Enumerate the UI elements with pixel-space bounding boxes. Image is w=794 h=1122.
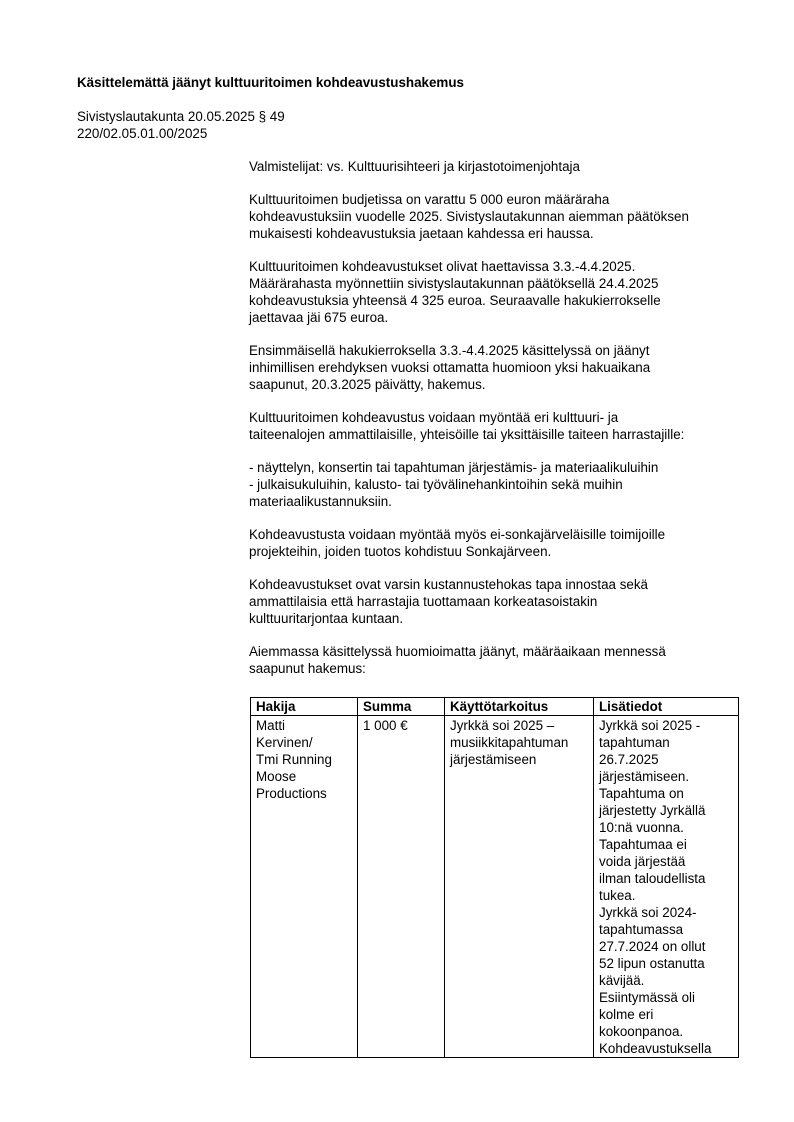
- record-number: 220/02.05.01.00/2025: [77, 126, 208, 141]
- column-header-lisatiedot: Lisätiedot: [594, 698, 739, 716]
- meeting-info: [77, 108, 285, 142]
- cell-summa: [358, 716, 445, 1058]
- paragraph-line: - näyttelyn, konsertin tai tapahtuman järjestämis- ja materiaalikuluihin: [249, 460, 659, 475]
- cell-line: 52 lipun ostanutta: [599, 956, 705, 971]
- paragraph-line: projekteihin, joiden tuotos kohdistuu Sonkajärveen.: [249, 544, 552, 559]
- paragraph-line: - julkaisukuluihin, kalusto- tai työvälinehankintoihin sekä muihin: [249, 477, 623, 492]
- cell-line: Jyrkkä soi 2025 –: [450, 718, 555, 733]
- paragraph-line: kohdeavustuksiin vuodelle 2025. Sivistyslautakunnan aiemman päätöksen: [249, 209, 689, 224]
- cell-line: tapahtumassa: [599, 922, 684, 937]
- application-table: [250, 697, 739, 1058]
- cell-line: Productions: [256, 786, 327, 801]
- paragraph-line: Aiemmassa käsittelyssä huomioimatta jäänyt, määräaikaan mennessä: [249, 644, 666, 659]
- cell-line: Esiintymässä oli: [599, 990, 695, 1005]
- paragraph-line: taiteenalojen ammattilaisille, yhteisöille tai yksittäisille taiteen harrastajille:: [249, 427, 685, 442]
- preparers-text: Valmistelijat: vs. Kulttuurisihteeri ja kirjastotoimenjohtaja: [249, 159, 580, 174]
- paragraph-line: mukaisesti kohdeavustuksia jaetaan kahdessa eri haussa.: [249, 226, 594, 241]
- paragraph: [249, 576, 749, 627]
- cell-line: Tapahtuma on: [599, 786, 684, 801]
- paragraph: [249, 526, 749, 560]
- cell-line: kolme eri: [599, 1007, 654, 1022]
- cell-line: Moose: [256, 769, 297, 784]
- paragraph-line: kohdeavustuksia yhteensä 4 325 euroa. Seuraavalle hakukierrokselle: [249, 293, 661, 308]
- paragraph-line: Kulttuuritoimen kohdeavustukset olivat haettavissa 3.3.-4.4.2025.: [249, 259, 636, 274]
- document-body: [249, 158, 749, 693]
- paragraph-line: saapunut, 20.3.2025 päivätty, hakemus.: [249, 377, 486, 392]
- paragraph-line: Kohdeavustusta voidaan myöntää myös ei-sonkajärveläisille toimijoille: [249, 527, 666, 542]
- cell-line: 27.7.2024 on ollut: [599, 939, 706, 954]
- paragraph: [249, 643, 749, 677]
- cell-line: ilman taloudellista: [599, 871, 706, 886]
- cell-line: kokoonpanoa.: [599, 1024, 684, 1039]
- paragraph-line: jaettavaa jäi 675 euroa.: [249, 310, 389, 325]
- cell-hakija: [251, 716, 358, 1058]
- paragraph: [249, 342, 749, 393]
- cell-line: Jyrkkä soi 2025 -: [599, 718, 701, 733]
- body-paragraphs: [249, 191, 749, 677]
- cell-line: Matti: [256, 718, 286, 733]
- table-row: [251, 716, 739, 1058]
- table-header-row: [251, 698, 739, 716]
- cell-line: järjestämiseen: [450, 752, 537, 767]
- preparers-line: [249, 158, 749, 175]
- cell-line: Tapahtumaa ei: [599, 837, 687, 852]
- cell-line: musiikkitapahtuman: [450, 735, 569, 750]
- cell-line: 10:nä vuonna.: [599, 820, 684, 835]
- cell-line: järjestetty Jyrkällä: [599, 803, 706, 818]
- cell-line: Tmi Running: [256, 752, 332, 767]
- paragraph-line: ammattilaisia että harrastajia tuottamaan korkeatasoistakin: [249, 594, 598, 609]
- meeting-reference: Sivistyslautakunta 20.05.2025 § 49: [77, 109, 285, 124]
- paragraph: [249, 191, 749, 242]
- cell-line: 1 000 €: [363, 718, 408, 733]
- cell-line: kävijää.: [599, 973, 645, 988]
- column-header-hakija: Hakija: [251, 698, 358, 716]
- paragraph-line: inhimillisen erehdyksen vuoksi ottamatta huomioon yksi hakuaikana: [249, 360, 651, 375]
- paragraph-line: Kohdeavustukset ovat varsin kustannustehokas tapa innostaa sekä: [249, 577, 648, 592]
- document-title: Käsittelemättä jäänyt kulttuuritoimen kohdeavustushakemus: [77, 75, 464, 90]
- paragraph: [249, 459, 749, 510]
- cell-lisatiedot: [594, 716, 739, 1058]
- cell-kayttotarkoitus: [445, 716, 594, 1058]
- cell-line: Kohdeavustuksella: [599, 1041, 712, 1056]
- cell-line: tapahtuman: [599, 735, 670, 750]
- paragraph-line: Kulttuuritoimen kohdeavustus voidaan myöntää eri kulttuuri- ja: [249, 410, 619, 425]
- paragraph-line: kulttuuritarjontaa kuntaan.: [249, 611, 404, 626]
- paragraph-line: Ensimmäisellä hakukierroksella 3.3.-4.4.2025 käsittelyssä on jäänyt: [249, 343, 650, 358]
- paragraph-line: saapunut hakemus:: [249, 661, 366, 676]
- paragraph-line: Määrärahasta myönnettiin sivistyslautakunnan päätöksellä 24.4.2025: [249, 276, 659, 291]
- column-header-summa: Summa: [358, 698, 445, 716]
- paragraph-line: materiaalikustannuksiin.: [249, 494, 392, 509]
- paragraph: [249, 409, 749, 443]
- cell-line: Kervinen/: [256, 735, 313, 750]
- column-header-kayttotarkoitus: Käyttötarkoitus: [445, 698, 594, 716]
- cell-line: 26.7.2025: [599, 752, 659, 767]
- cell-line: Jyrkkä soi 2024-: [599, 905, 697, 920]
- paragraph-line: Kulttuuritoimen budjetissa on varattu 5 000 euron määräraha: [249, 192, 610, 207]
- cell-line: järjestämiseen.: [599, 769, 690, 784]
- paragraph: [249, 258, 749, 326]
- cell-line: voida järjestää: [599, 854, 686, 869]
- cell-line: tukea.: [599, 888, 636, 903]
